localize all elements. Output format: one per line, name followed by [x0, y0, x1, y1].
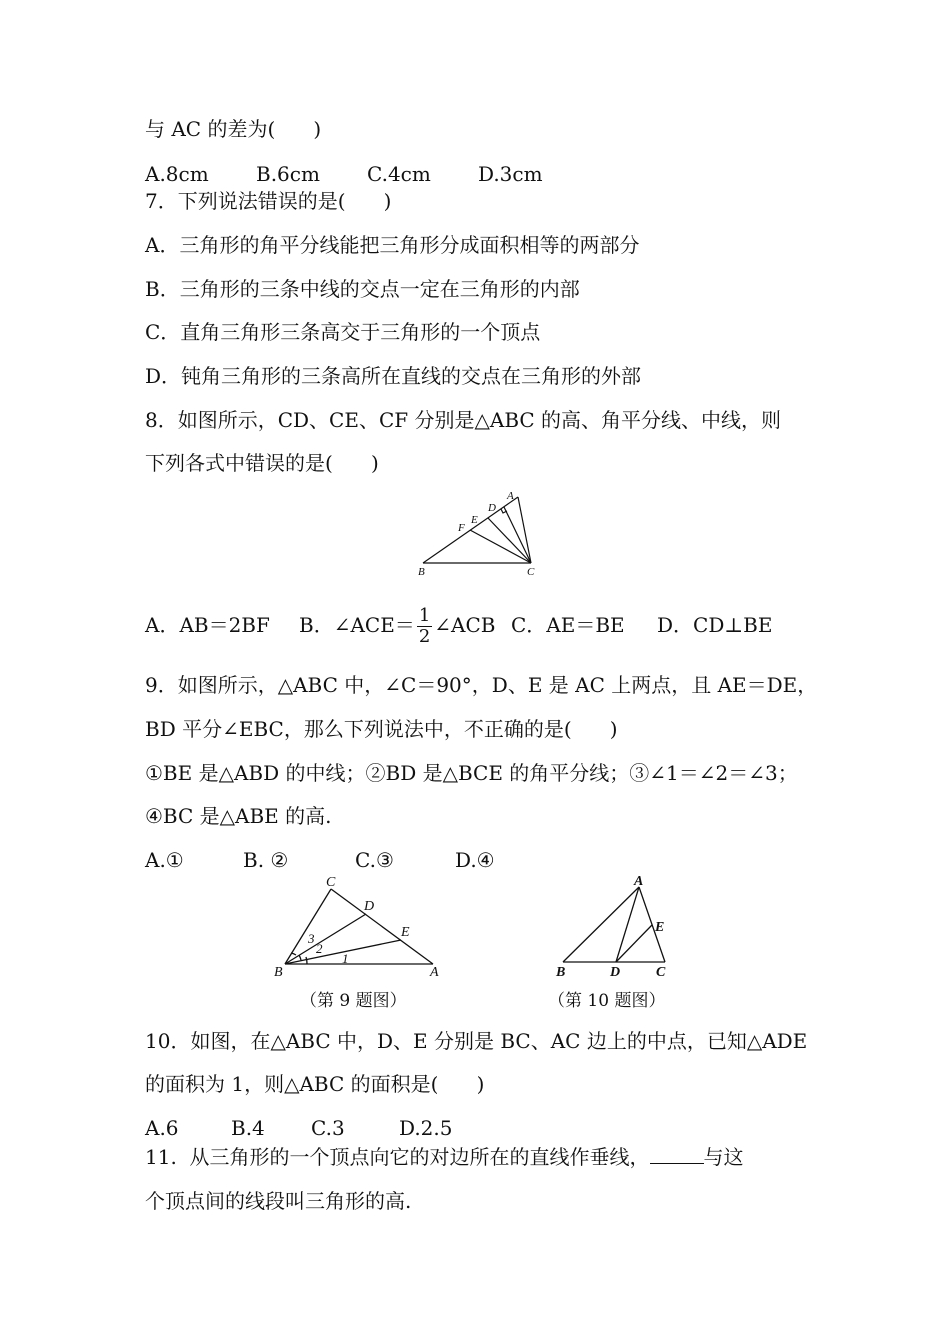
q10-option-c: C.3 — [311, 1116, 345, 1140]
q8-stem-line1: 8．如图所示，CD、CE、CF 分别是△ABC 的高、角平分线、中线，则 — [145, 408, 782, 432]
q6-option-c: C.4cm — [367, 162, 431, 186]
q10-label-e: E — [655, 920, 665, 935]
q11-stem-prefix: 11. 从三角形的一个顶点向它的对边所在的直线作垂线， — [145, 1145, 650, 1169]
q8-fraction-numerator: 1 — [418, 605, 431, 626]
q9-option-d: D.④ — [455, 848, 495, 872]
q10-stem-line2: 的面积为 1，则△ABC 的面积是( ) — [145, 1072, 485, 1096]
q9-label-angle-2: 2 — [316, 941, 323, 956]
q8-triangle-figure — [410, 485, 550, 580]
q6-option-a: A.8cm — [145, 162, 209, 186]
q9-stem-line1: 9．如图所示，△ABC 中，∠C＝90°，D、E 是 AC 上两点，且 AE＝DE， — [145, 673, 818, 697]
q8-option-b-suffix: ∠ACB — [434, 613, 496, 637]
q9-label-angle-3: 3 — [308, 931, 315, 946]
q9-label-e: E — [401, 925, 410, 940]
q10-figure-caption: （第 10 题图） — [548, 991, 666, 1011]
q8-label-a: A — [507, 490, 514, 502]
q10-option-d: D.2.5 — [399, 1116, 453, 1140]
q11-stem-line2: 个顶点间的线段叫三角形的高. — [145, 1189, 412, 1213]
q8-option-a: A．AB＝2BF — [145, 613, 270, 637]
q10-label-d: D — [610, 965, 621, 980]
q8-option-d: D．CD⊥BE — [657, 613, 773, 637]
q11-stem-line1 — [145, 1145, 744, 1169]
q8-option-b-prefix: B．∠ACE＝ — [299, 613, 415, 637]
q10-option-b: B.4 — [231, 1116, 265, 1140]
q8-altitude-cd — [504, 507, 531, 563]
q8-label-c: C — [527, 566, 535, 578]
q11-answer-blank[interactable] — [650, 1145, 704, 1164]
q9-figure-caption: （第 9 题图） — [300, 991, 407, 1011]
q6-option-d: D.3cm — [478, 162, 543, 186]
q6-option-b: B.6cm — [256, 162, 320, 186]
q9-option-b: B. ② — [243, 848, 289, 872]
q8-label-e: E — [471, 514, 478, 526]
q9-statements-line2: ④BC 是△ABE 的高. — [145, 804, 332, 828]
q7-option-c: C．直角三角形三条高交于三角形的一个顶点 — [145, 320, 541, 344]
q7-option-a: A．三角形的角平分线能把三角形分成面积相等的两部分 — [145, 233, 640, 257]
q10-label-c: C — [656, 965, 666, 980]
q9-segment-bd — [285, 914, 366, 964]
q9-angle-arc-2 — [299, 955, 301, 960]
q9-angle-arc-1 — [306, 957, 307, 964]
q9-label-c: C — [326, 875, 336, 890]
q10-option-a: A.6 — [145, 1116, 179, 1140]
q10-label-a: A — [634, 874, 644, 889]
q9-option-c: C.③ — [355, 848, 394, 872]
q8-option-b — [299, 596, 495, 654]
q8-label-b: B — [418, 566, 425, 578]
q10-triangle-figure — [550, 872, 680, 982]
q11-stem-suffix: 与这 — [703, 1145, 744, 1169]
q9-label-b: B — [274, 965, 283, 980]
q8-option-c: C．AE＝BE — [511, 613, 625, 637]
q8-label-f: F — [458, 522, 465, 534]
q10-label-b: B — [556, 965, 566, 980]
q9-label-a: A — [430, 965, 439, 980]
q6-stem-line: 与 AC 的差为( ) — [145, 117, 322, 141]
q9-option-a: A.① — [145, 848, 184, 872]
q8-side-ac — [518, 497, 531, 563]
q9-label-angle-1: 1 — [342, 951, 349, 966]
q8-label-d: D — [488, 502, 496, 514]
q8-bisector-ce — [488, 518, 531, 563]
q9-triangle-figure — [270, 872, 450, 982]
q9-statements-line1: ①BE 是△ABD 的中线；②BD 是△BCE 的角平分线；③∠1＝∠2＝∠3； — [145, 761, 798, 785]
q7-stem: 7．下列说法错误的是( ) — [145, 189, 392, 213]
q10-stem-line1: 10．如图，在△ABC 中，D、E 分别是 BC、AC 边上的中点，已知△ADE — [145, 1029, 808, 1053]
q9-stem-line2: BD 平分∠EBC，那么下列说法中，不正确的是( ) — [145, 717, 618, 741]
q8-median-cf — [470, 530, 531, 563]
q9-label-d: D — [364, 899, 375, 914]
q7-option-b: B．三角形的三条中线的交点一定在三角形的内部 — [145, 277, 580, 301]
q8-option-b-fraction — [417, 606, 432, 647]
q8-fraction-denominator: 2 — [418, 626, 431, 647]
q8-stem-line2: 下列各式中错误的是( ) — [145, 451, 379, 475]
q7-option-d: D．钝角三角形的三条高所在直线的交点在三角形的外部 — [145, 364, 642, 388]
